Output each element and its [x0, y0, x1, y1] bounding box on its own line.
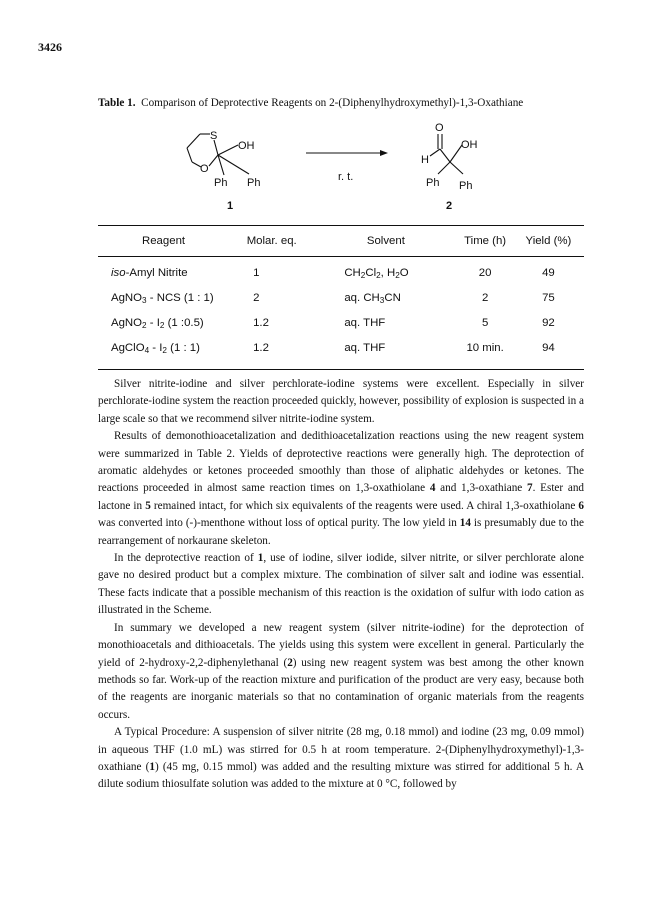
cell-molar-eq: 1: [253, 266, 260, 279]
cell-time: 5: [481, 316, 489, 329]
cell-reagent: iso-Amyl Nitrite: [111, 266, 188, 279]
cell-molar-eq: 1.2: [253, 341, 269, 354]
table-bottom-rule: [98, 369, 584, 370]
reaction-condition: r. t.: [338, 171, 354, 183]
header-time: Time (h): [464, 235, 507, 247]
cell-yield: 75: [542, 291, 555, 304]
table-top-rule: [98, 225, 584, 226]
paragraph-results-summary: Results of demonothioacetalization and dedithioacetalization reactions using the new reagent system were summarized in Table 2. Yields of deprotective reactions were generally high. The deprotection of aromatic aldehydes or ketones proceeded smoothly than those of aliphatic aldehydes or ketones. The reactions proceeded in almost same reaction times on 1,3-oxathiolane 4 and 1,3-oxathiane 7. Ester and lactone in 5 remained intact, for which six equivalents of the reagents were used. A chiral 1,3-oxathiolane 6 was converted into (-)-menthone without loss of optical purity. The low yield in 14 is presumably due to the rearrangement of norkaurane skeleton.: [98, 430, 585, 547]
cell-time: 2: [481, 291, 489, 304]
header-molar-eq: Molar. eq.: [246, 235, 297, 247]
paragraph-summary: In summary we developed a new reagent system (silver nitrite-iodine) for the deprotection of monothioacetals and dithioacetals. The yields using this system were excellent in general. Particularly the yield of 2-hydroxy-2,2-diphenylethanal (2) using new reagent system was best among the other known methods so far. Work-up of the reaction mixture and purification of the product are very easy, because both of the reagents are inorganic materials so that no contamination of organic materials from the reagents occurs.: [98, 621, 584, 721]
reactant-compound-number: 1: [227, 200, 234, 212]
product-O-atom: O: [435, 122, 444, 134]
product-OH-group: OH: [461, 139, 478, 151]
product-structure: [430, 134, 463, 174]
product-ph-left: Ph: [426, 177, 440, 189]
cell-solvent: aq. $CH_3CN$: [344, 291, 401, 305]
reactant-ph-right: Ph: [247, 177, 261, 189]
cell-solvent: aq. THF: [344, 316, 386, 329]
header-solvent: Solvent: [366, 235, 405, 247]
page-number: 3426: [38, 40, 62, 54]
cell-reagent: AgClO$_4$ - $I_2$ (1 : 1): [111, 341, 200, 355]
reactant-ph-left: Ph: [214, 177, 228, 189]
reagent-comparison-table: [98, 228, 584, 360]
table-row: [98, 310, 584, 335]
cell-reagent: AgNO$_3$ - NCS (1 : 1): [111, 291, 214, 305]
reactant-O-atom: O: [200, 163, 209, 175]
header-yield: Yield (%): [525, 235, 572, 247]
table-row: [98, 335, 584, 360]
body-text: [98, 376, 584, 794]
product-H-atom: H: [421, 154, 429, 166]
reaction-scheme: [98, 112, 584, 216]
cell-time: 10 min.: [466, 341, 504, 354]
cell-molar-eq: 2: [253, 291, 260, 304]
table-row: [98, 260, 584, 285]
paragraph-excellent-systems: Silver nitrite-iodine and silver perchlorate-iodine systems were excellent. Especially in silver perchlorate-iodine system the reaction proceeded quickly, however, possibility of explosion is suspected in a large scale so that we recommend silver nitrite-iodine system.: [98, 378, 584, 425]
paragraph-mechanism: In the deprotective reaction of 1, use of iodine, silver iodide, silver nitrite, or silver perchlorate alone gave no desired product but a complex mixture. The combination of silver salt and iodine was essential. These facts indicate that a possible mechanism of this reaction is the oxidation of sulfur with iodo cation as illustrated in the Scheme.: [98, 552, 584, 617]
table-caption: [98, 97, 523, 109]
cell-solvent: $CH_2Cl_2$, $H_2O$: [344, 266, 409, 280]
cell-yield: 92: [542, 316, 555, 329]
cell-molar-eq: 1.2: [253, 316, 269, 329]
product-ph-right: Ph: [459, 180, 473, 192]
product-compound-number: 2: [446, 200, 453, 212]
reactant-S-atom: S: [210, 130, 218, 142]
cell-yield: 94: [542, 341, 555, 354]
header-reagent: Reagent: [142, 235, 186, 247]
table-caption-text: Comparison of Deprotective Reagents on 2-(Diphenylhydroxymethyl)-1,3-Oxathiane: [141, 97, 524, 109]
table-header-row: [98, 228, 584, 254]
table-label: Table 1.: [98, 97, 136, 109]
reaction-arrow: [306, 150, 388, 156]
cell-reagent: AgNO$_2$ - $I_2$ (1 :0.5): [111, 316, 204, 330]
reactant-OH-group: OH: [238, 140, 255, 152]
cell-yield: 49: [542, 266, 555, 279]
cell-time: 20: [478, 266, 492, 279]
cell-solvent: aq. THF: [344, 341, 386, 354]
table-row: [98, 285, 584, 310]
paragraph-typical-procedure: A Typical Procedure: A suspension of silver nitrite (28 mg, 0.18 mmol) and iodine (23 mg, 0.09 mmol) in aqueous THF (1.0 mL) was stirred for 0.5 h at room temperature. 2-(Diphenylhydroxymethyl)-1,3-oxathiane (1) (45 mg, 0.15 mmol) was added and the resulting mixture was stirred for additional 5 h. A dilute sodium thiosulfate solution was added to the mixture at 0 °C, followed by: [98, 726, 585, 791]
